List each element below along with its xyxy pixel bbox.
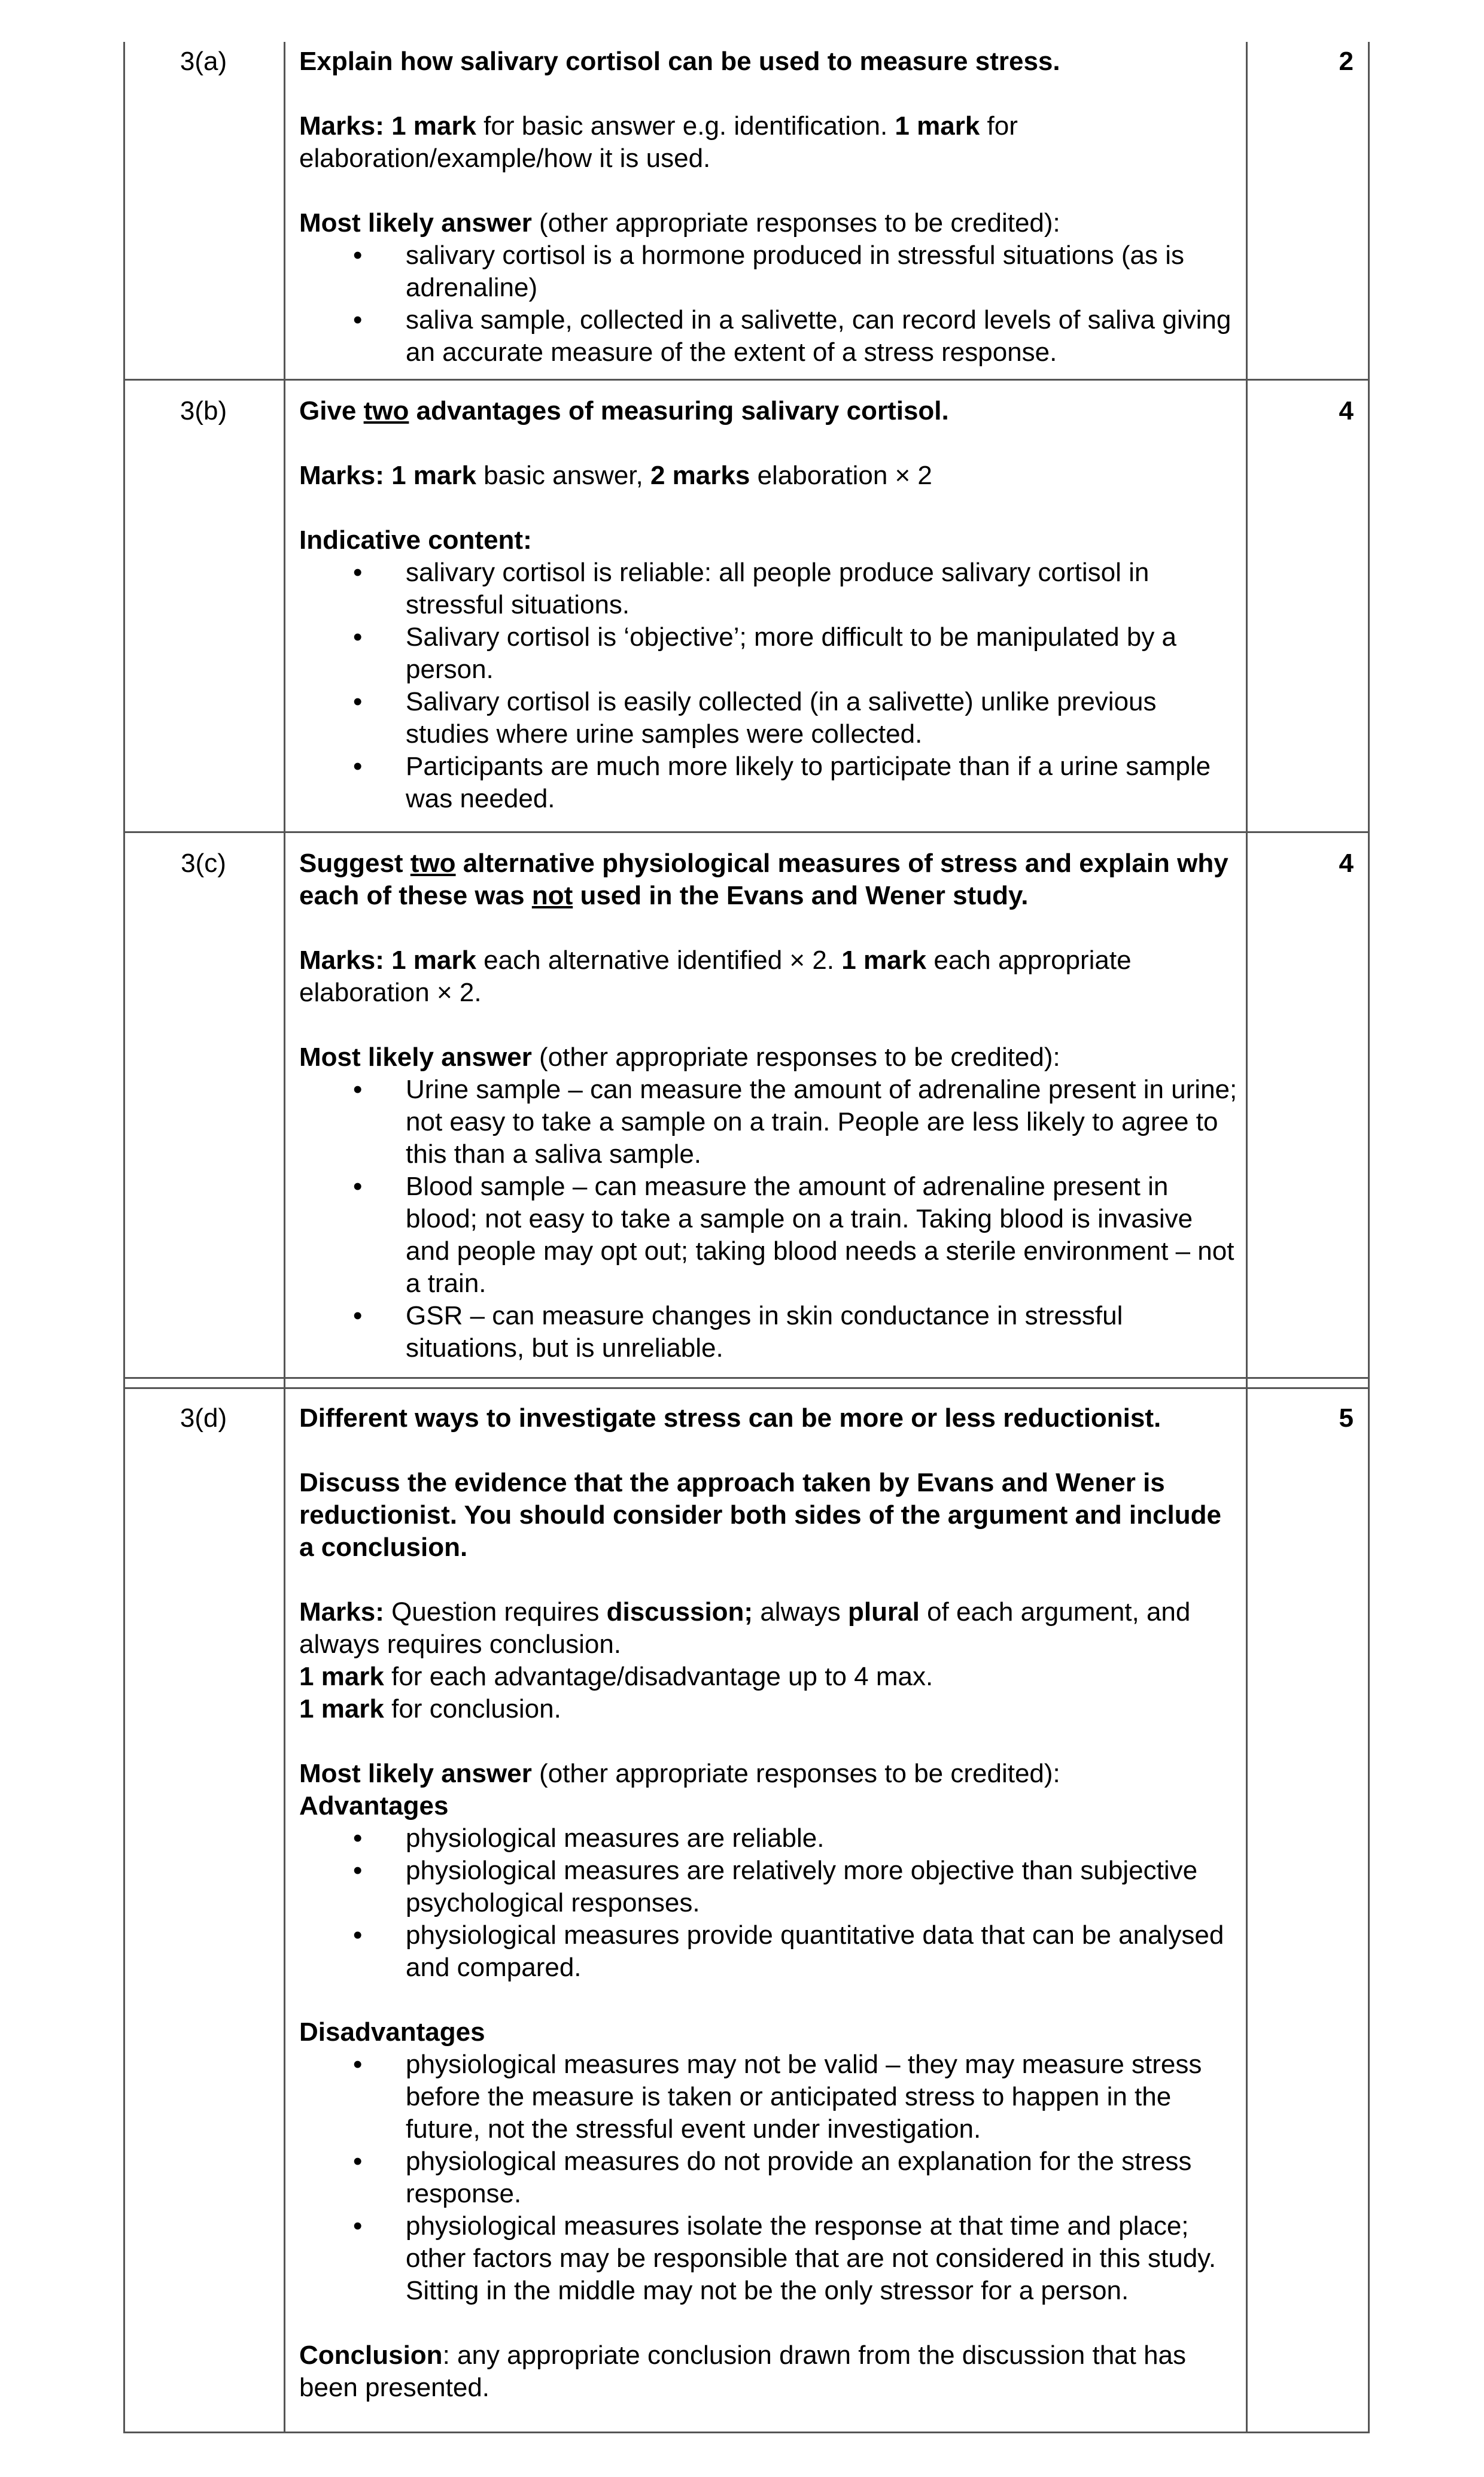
answer-heading: Most likely answer (other appropriate responses to be credited): — [299, 1043, 1060, 1072]
question-number-3a: 3(a) — [180, 47, 227, 76]
list-item: • physiological measures are relatively more objective than subjective psychological responses. — [353, 1856, 1198, 1917]
advantages-list — [299, 1822, 1239, 1984]
answer-list — [299, 239, 1239, 369]
list-item: • physiological measures do not provide an explanation for the stress response. — [353, 2147, 1192, 2208]
table-border-bottom — [123, 2432, 1370, 2433]
question-text: Give two advantages of measuring salivary cortisol. — [299, 396, 949, 426]
disadvantages-heading: Disadvantages — [299, 2017, 485, 2047]
advantages-heading: Advantages — [299, 1791, 449, 1820]
marks-3b: 4 — [1339, 396, 1354, 426]
question-cell-3d — [299, 1402, 1239, 2404]
marking-scheme: Marks: 1 mark for basic answer e.g. identification. 1 mark for elaboration/example/how it is used. — [299, 111, 1018, 173]
marking-scheme: Marks: Question requires discussion; always plural of each argument, and always requires conclusion. — [299, 1597, 1191, 1659]
marking-line: 1 mark for each advantage/disadvantage up to 4 max. — [299, 1662, 933, 1691]
question-cell-3b — [299, 395, 1239, 815]
list-item: • Salivary cortisol is easily collected (in a salivette) unlike previous studies where urine samples were collected. — [353, 687, 1157, 749]
row-divider-c-d-top — [123, 1377, 1370, 1379]
question-text: Explain how salivary cortisol can be used to measure stress. — [299, 47, 1060, 76]
conclusion: Conclusion: any appropriate conclusion drawn from the discussion that has been presented. — [299, 2341, 1187, 2402]
list-item: • GSR – can measure changes in skin conductance in stressful situations, but is unreliable. — [353, 1301, 1123, 1363]
marking-scheme: Marks: 1 mark each alternative identified × 2. 1 mark each appropriate elaboration × 2. — [299, 946, 1132, 1007]
disadvantages-list — [299, 2049, 1239, 2307]
answer-heading: Most likely answer (other appropriate responses to be credited): — [299, 208, 1060, 238]
row-divider-b-c — [123, 831, 1370, 833]
marks-3c: 4 — [1339, 849, 1354, 878]
list-item: • physiological measures provide quantitative data that can be analysed and compared. — [353, 1920, 1224, 1982]
list-item: • salivary cortisol is reliable: all people produce salivary cortisol in stressful situations. — [353, 558, 1150, 619]
marking-line: 1 mark for conclusion. — [299, 1694, 561, 1724]
list-item: • physiological measures isolate the response at that time and place; other factors may be responsible that are not considered in this study. Sitting in the middle may not be the only stressor for a person. — [353, 2211, 1217, 2305]
question-number-3c: 3(c) — [181, 849, 226, 878]
table-border-right — [1368, 42, 1370, 2433]
question-text: Different ways to investigate stress can be more or less reductionist. — [299, 1403, 1161, 1433]
question-number-3d: 3(d) — [180, 1403, 227, 1433]
row-divider-c-d-bottom — [123, 1387, 1370, 1389]
marks-3d: 5 — [1339, 1403, 1354, 1433]
answer-list — [299, 1074, 1239, 1364]
question-number-3b: 3(b) — [180, 396, 227, 426]
list-item: • Salivary cortisol is ‘objective’; more difficult to be manipulated by a person. — [353, 622, 1177, 684]
list-item: • Participants are much more likely to participate than if a urine sample was needed. — [353, 752, 1211, 813]
question-instruction: Discuss the evidence that the approach taken by Evans and Wener is reductionist. You should consider both sides of the argument and include a conclusion. — [299, 1468, 1221, 1562]
content-heading: Indicative content: — [299, 525, 532, 555]
question-text: Suggest two alternative physiological measures of stress and explain why each of these was not used in the Evans and Wener study. — [299, 849, 1228, 910]
answer-list — [299, 557, 1239, 815]
list-item: • salivary cortisol is a hormone produced in stressful situations (as is adrenaline) — [353, 241, 1184, 302]
list-item: • saliva sample, collected in a salivette, can record levels of saliva giving an accurate measure of the extent of a stress response. — [353, 305, 1231, 367]
row-divider-a-b — [123, 379, 1370, 381]
list-item: • Urine sample – can measure the amount of adrenaline present in urine; not easy to take a sample on a train. People are less likely to agree to this than a saliva sample. — [353, 1075, 1237, 1169]
marks-3a: 2 — [1339, 47, 1354, 76]
question-cell-3a — [299, 45, 1239, 369]
question-cell-3c — [299, 847, 1239, 1364]
marking-scheme: Marks: 1 mark basic answer, 2 marks elaboration × 2 — [299, 461, 932, 490]
list-item: • Blood sample – can measure the amount of adrenaline present in blood; not easy to take a sample on a train. Taking blood is invasive and people may opt out; taking blood needs a sterile environment – not a train. — [353, 1172, 1234, 1298]
list-item: • physiological measures are reliable. — [353, 1823, 825, 1853]
list-item: • physiological measures may not be valid – they may measure stress before the measure is taken or anticipated stress to happen in the future, not the stressful event under investigation. — [353, 2050, 1202, 2144]
answer-heading: Most likely answer (other appropriate responses to be credited): — [299, 1759, 1060, 1788]
table-divider-1 — [284, 42, 285, 2433]
